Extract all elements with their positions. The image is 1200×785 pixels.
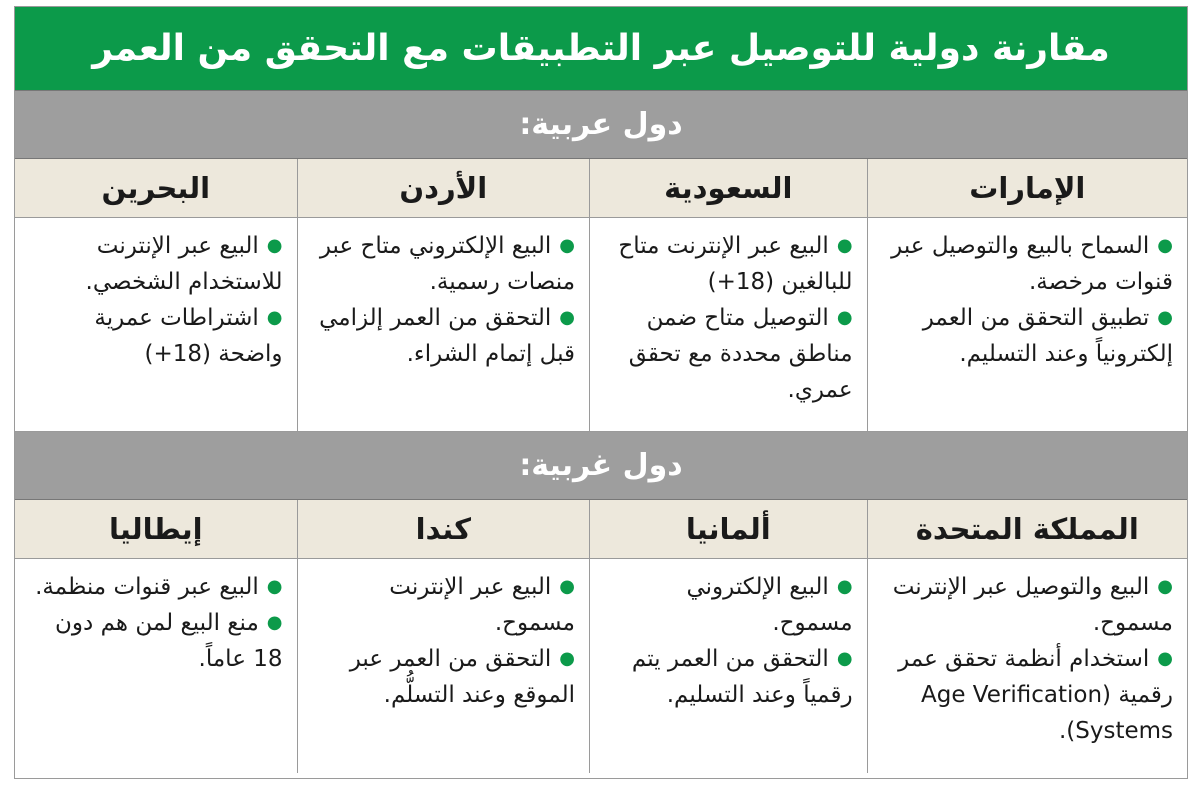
bullet-icon: ● [836,648,853,669]
list-item: ●البيع الإلكتروني متاح عبر منصات رسمية. [319,233,576,295]
bullet-icon: ● [1157,235,1173,256]
bullet-icon: ● [836,307,853,328]
country-details-row [15,559,1187,773]
list-item: ●البيع والتوصيل عبر الإنترنت مسموح. [892,574,1173,636]
section-heading-western [15,432,1187,500]
section-heading-arab [15,91,1187,159]
details-cell-uk [867,559,1187,773]
bullet-icon: ● [266,307,283,328]
list-item: ●البيع الإلكتروني مسموح. [686,574,853,636]
bullet-icon: ● [1157,307,1173,328]
bullet-icon: ● [559,648,576,669]
details-cell-italy [15,559,297,773]
details-cell-germany [589,559,867,773]
country-details-row [15,218,1187,432]
country-header-row [15,500,1187,559]
details-cell-uae [867,218,1187,431]
details-cell-jordan [297,218,590,431]
list-item: ●منع البيع لمن هم دون 18 عاماً. [55,610,283,672]
bullet-icon: ● [559,576,576,597]
section-heading-text: دول عربية: [519,107,683,142]
list-item: ●التحقق من العمر إلزامي قبل إتمام الشراء. [319,305,576,367]
country-name-canada: كندا [297,500,590,558]
country-name-uk: المملكة المتحدة [867,500,1187,558]
section-heading-text: دول غربية: [519,448,683,483]
bullet-icon: ● [559,307,576,328]
country-name-bahrain: البحرين [101,171,211,205]
country-name-saudi: السعودية [589,159,867,217]
country-name-italy: إيطاليا [108,512,203,546]
list-item: ●استخدام أنظمة تحقق عمر رقمية (Age Verification Systems). [898,646,1173,744]
details-cell-canada [297,559,590,773]
bullet-icon: ● [836,576,853,597]
bullet-icon: ● [266,235,283,256]
bullet-icon: ● [1157,576,1173,597]
list-item: ●اشتراطات عمرية واضحة (18+) [94,305,283,367]
details-cell-bahrain [15,218,297,431]
bullet-icon: ● [836,235,853,256]
country-name-jordan: الأردن [297,159,590,217]
country-name-germany: ألمانيا [589,500,867,558]
list-item: ●البيع عبر الإنترنت متاح للبالغين (18+) [618,233,853,295]
list-item: ●التحقق من العمر عبر الموقع وعند التسلُّم. [349,646,576,708]
list-item: ●البيع عبر قنوات منظمة. [35,574,283,600]
list-item: ●تطبيق التحقق من العمر إلكترونياً وعند التسليم. [922,305,1173,367]
list-item: ●البيع عبر الإنترنت للاستخدام الشخصي. [85,233,283,295]
country-name-uae: الإمارات [867,159,1187,217]
table-title-bar [15,7,1187,91]
bullet-icon: ● [559,235,576,256]
country-header-row [15,159,1187,218]
list-item: ●التوصيل متاح ضمن مناطق محددة مع تحقق عمري. [628,305,853,403]
details-cell-saudi [589,218,867,431]
list-item: ●السماح بالبيع والتوصيل عبر قنوات مرخصة. [891,233,1173,295]
bullet-icon: ● [266,576,283,597]
list-item: ●البيع عبر الإنترنت مسموح. [389,574,576,636]
bullet-icon: ● [266,612,283,633]
table-title: مقارنة دولية للتوصيل عبر التطبيقات مع التحقق من العمر [92,28,1110,69]
bullet-icon: ● [1157,648,1173,669]
comparison-table [14,6,1188,779]
list-item: ●التحقق من العمر يتم رقمياً وعند التسليم. [631,646,853,708]
